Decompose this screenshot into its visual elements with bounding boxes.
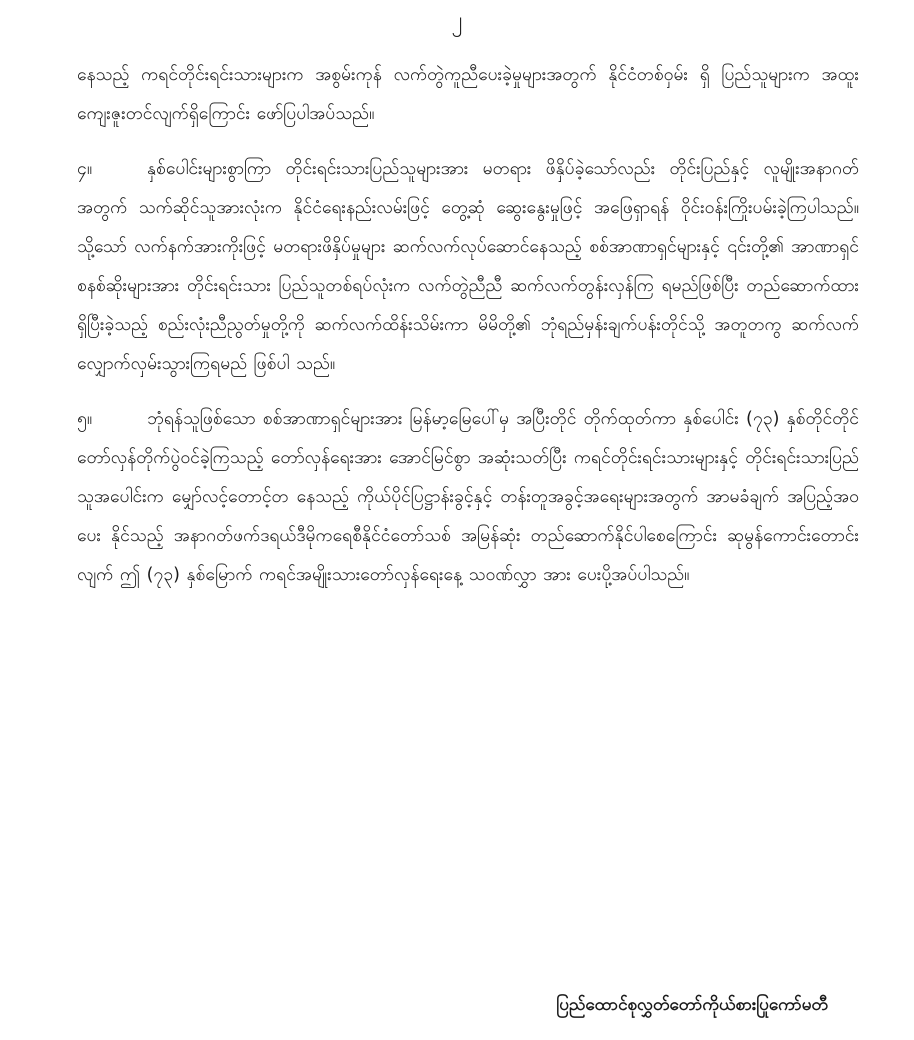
paragraph-number: ၄။ — [77, 159, 93, 179]
paragraph-5 — [77, 400, 859, 595]
paragraph-4 — [77, 150, 859, 384]
signature-committee: ပြည်ထောင်စုလွှတ်တော်ကိုယ်စားပြုကော်မတီ — [556, 995, 828, 1015]
paragraph-number: ၅။ — [77, 409, 93, 429]
paragraph-text: နှစ်ပေါင်းများစွာကြာ တိုင်းရင်းသားပြည်သူများအား မတရား ဖိနှိပ်ခဲ့သော်လည်း တိုင်းပြည်နှင့် လူမျိုးအနာဂတ်အတွက် သက်ဆိုင်သူအားလုံးက နိုင်ငံရေးနည်းလမ်းဖြင့် တွေ့ဆုံ ဆွေးနွေးမှုဖြင့် အဖြေရှာရန် ဝိုင်းဝန်းကြိုးပမ်းခဲ့ကြပါသည်။ သို့သော် လက်နက်အားကိုးဖြင့် မတရားဖိနှိပ်မှုများ ဆက်လက်လုပ်ဆောင်နေသည့် စစ်အာဏာရှင်များနှင့် ၎င်းတို့၏ အာဏာရှင် စနစ်ဆိုးများအား တိုင်းရင်းသား ပြည်သူတစ်ရပ်လုံးက လက်တွဲညီညီ ဆက်လက်တွန်းလှန်ကြ ရမည်ဖြစ်ပြီး တည်ဆောက်ထားရှိပြီးခဲ့သည့် စည်းလုံးညီညွတ်မှုတို့ကို ဆက်လက်ထိန်းသိမ်းကာ မိမိတို့၏ ဘုံရည်မှန်းချက်ပန်းတိုင်သို့ အတူတကွ ဆက်လက်လျှောက်လှမ်းသွားကြရမည် ဖြစ်ပါ သည်။ — [77, 159, 859, 374]
document-body — [77, 56, 859, 611]
page-number: ၂ — [451, 8, 463, 33]
paragraph-text: နေသည့် ကရင်တိုင်းရင်းသားများက အစွမ်းကုန် လက်တွဲကူညီပေးခဲ့မှုများအတွက် နိုင်ငံတစ်ဝှမ်း ရှိ ပြည်သူများက အထူးကျေးဇူးတင်လျက်ရှိကြောင်း ဖော်ပြပါအပ်သည်။ — [77, 65, 859, 124]
paragraph-continued — [77, 56, 859, 134]
paragraph-text: ဘုံရန်သူဖြစ်သော စစ်အာဏာရှင်များအား မြန်မာ့မြေပေါ်မှ အပြီးတိုင် တိုက်ထုတ်ကာ နှစ်ပေါင်း (၇၃) နှစ်တိုင်တိုင် တော်လှန်တိုက်ပွဲဝင်ခဲ့ကြသည့် တော်လှန်ရေးအား အောင်မြင်စွာ အဆုံးသတ်ပြီး ကရင်တိုင်းရင်းသားများနှင့် တိုင်းရင်းသားပြည်သူအပေါင်းက မျှော်လင့်တောင့်တ နေသည့် ကိုယ်ပိုင်ပြဋ္ဌာန်းခွင့်နှင့် တန်းတူအခွင့်အရေးများအတွက် အာမခံချက် အပြည့်အဝပေး နိုင်သည့် အနာဂတ်ဖက်ဒရယ်ဒီမိုကရေစီနိုင်ငံတော်သစ် အမြန်ဆုံး တည်ဆောက်နိုင်ပါစေကြောင်း ဆုမွန်ကောင်းတောင်းလျက် ဤ (၇၃) နှစ်မြောက် ကရင်အမျိုးသားတော်လှန်ရေးနေ့ သဝဏ်လွှာ အား ပေးပို့အပ်ပါသည်။ — [77, 409, 859, 585]
